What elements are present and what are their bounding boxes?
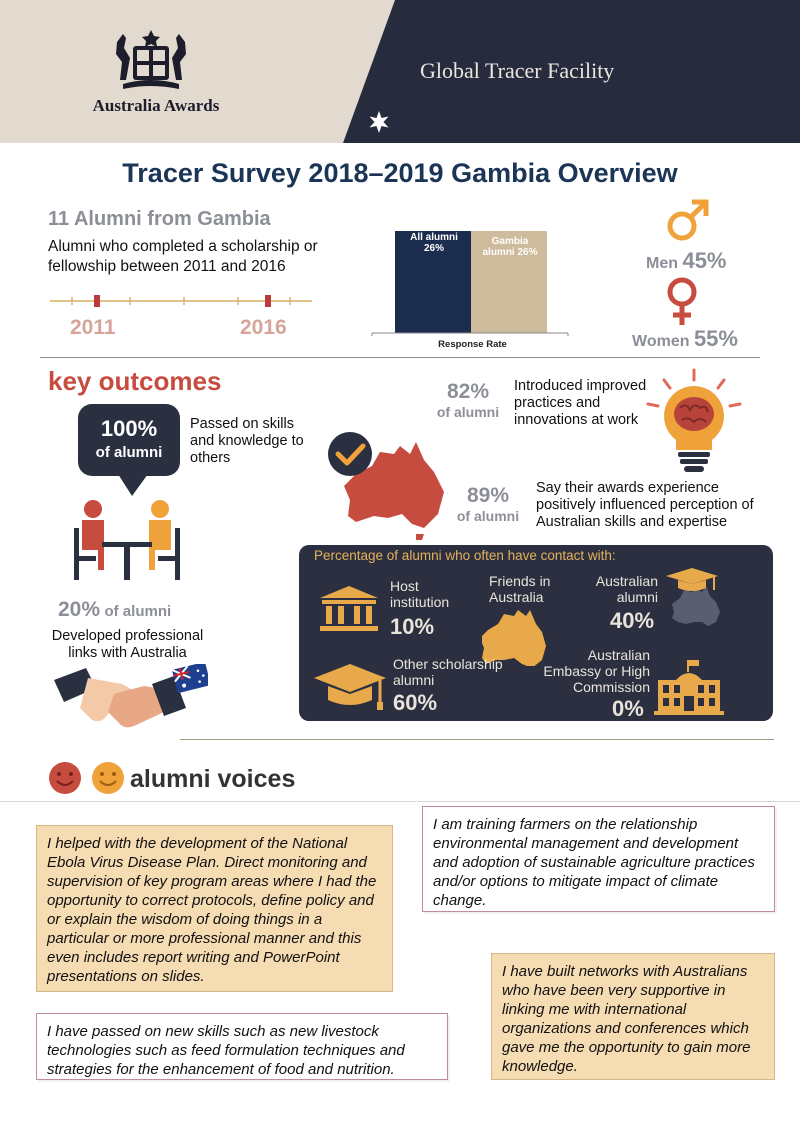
alumni-voices-title: alumni voices [130,765,296,793]
logo-text: Australia Awards [92,96,220,115]
smiley-faces-icon [48,760,126,796]
institution-icon [318,584,380,632]
female-icon [664,277,700,327]
improved-pct: 82% [446,380,490,403]
alumni-count: 11 Alumni from Gambia [48,208,271,230]
women-pct: 55% [693,326,738,351]
quote-livestock: I have passed on new skills such as new livestock technologies such as feed formulation techniques and strategies for the enhancement of food and nutrition. [36,1013,448,1080]
improved-stat [430,380,506,420]
improved-text: Introduced improved practices and innovations at work [514,378,647,428]
lightbulb-brain-icon [644,368,744,476]
handshake-icon [52,664,208,734]
response-rate-label: Response Rate [438,339,507,350]
links-sub: of alumni [104,603,172,620]
friends-pct: 20% [494,626,539,651]
graduation-cap-icon [312,662,388,716]
men-label: Men [646,255,678,272]
friends-label: Friends in Australia [489,573,551,605]
passed-on-pct: 100% [100,416,158,441]
graduate-map-icon [660,564,724,626]
perception-sub: of alumni [456,508,520,524]
speech-bubble [78,404,180,476]
male-icon [664,198,710,244]
page-title: Tracer Survey 2018–2019 Gambia Overview [122,158,678,188]
bar-label-all-alumni: All alumni 26% [410,232,458,254]
host-label: Host institution [390,578,450,610]
response-rate-chart [360,215,580,340]
other-alumni-label: Other scholarship alumni [393,656,503,688]
men-stat [646,248,727,274]
embassy-building-icon [654,660,724,716]
aus-alumni-label: Australian alumni [595,573,658,605]
improved-sub: of alumni [436,404,500,420]
passed-on-sub: of alumni [95,444,163,461]
quote-farmers: I am training farmers on the relationship environmental management and development and adoption of sustainable agriculture practices and/or options to mitigate impact of climate change. [422,806,775,912]
quote-networks: I have built networks with Australians who have been very supportive in linking me with international organizations and conferences which gave me the opportunity to gain more knowledge. [491,953,775,1080]
contact-title: Percentage of alumni who often have contact with: [314,548,616,563]
speech-bubble-tail [118,474,148,496]
embassy-pct: 0% [612,696,644,721]
alumni-description: Alumni who completed a scholarship or fellowship between 2011 and 2016 [48,238,318,275]
links-pct: 20% [58,598,101,621]
bar-label-gambia-alumni: Gambia alumni 26% [482,236,538,258]
star-icon [367,110,391,134]
men-pct: 45% [682,248,727,273]
divider [180,739,774,740]
perception-pct: 89% [466,484,510,507]
passed-on-text: Passed on skills and knowledge to others [190,416,304,466]
embassy-label: Australian Embassy or High Commission [543,647,650,695]
aus-alumni-pct: 40% [610,608,655,633]
timeline [50,292,312,310]
women-stat [632,326,738,352]
year-start: 2011 [70,316,116,339]
australia-check-icon [322,430,450,542]
links-text: Developed professional links with Australia [51,628,204,661]
people-meeting-icon [72,498,182,582]
year-end: 2016 [240,316,287,339]
divider [0,801,800,802]
facility-name: Global Tracer Facility [420,58,615,83]
quote-ebola: I helped with the development of the National Ebola Virus Disease Plan. Direct monitoring and supervision of key program areas where I had the opportunity to correct protocols, define policy and or explain the wisdom of doing things in a particular or more professional manner and this even includes report writing and PowerPoint presentations on slides. [36,825,393,992]
women-label: Women [632,333,690,350]
other-alumni-pct: 60% [393,690,438,715]
key-outcomes-title: key outcomes [48,366,222,396]
host-pct: 10% [390,614,435,639]
links-stat [58,598,171,622]
divider [40,357,760,358]
perception-stat [450,484,526,524]
perception-text: Say their awards experience positively influenced perception of Australian skills and expertise [536,480,754,530]
coat-of-arms-icon [103,28,199,98]
